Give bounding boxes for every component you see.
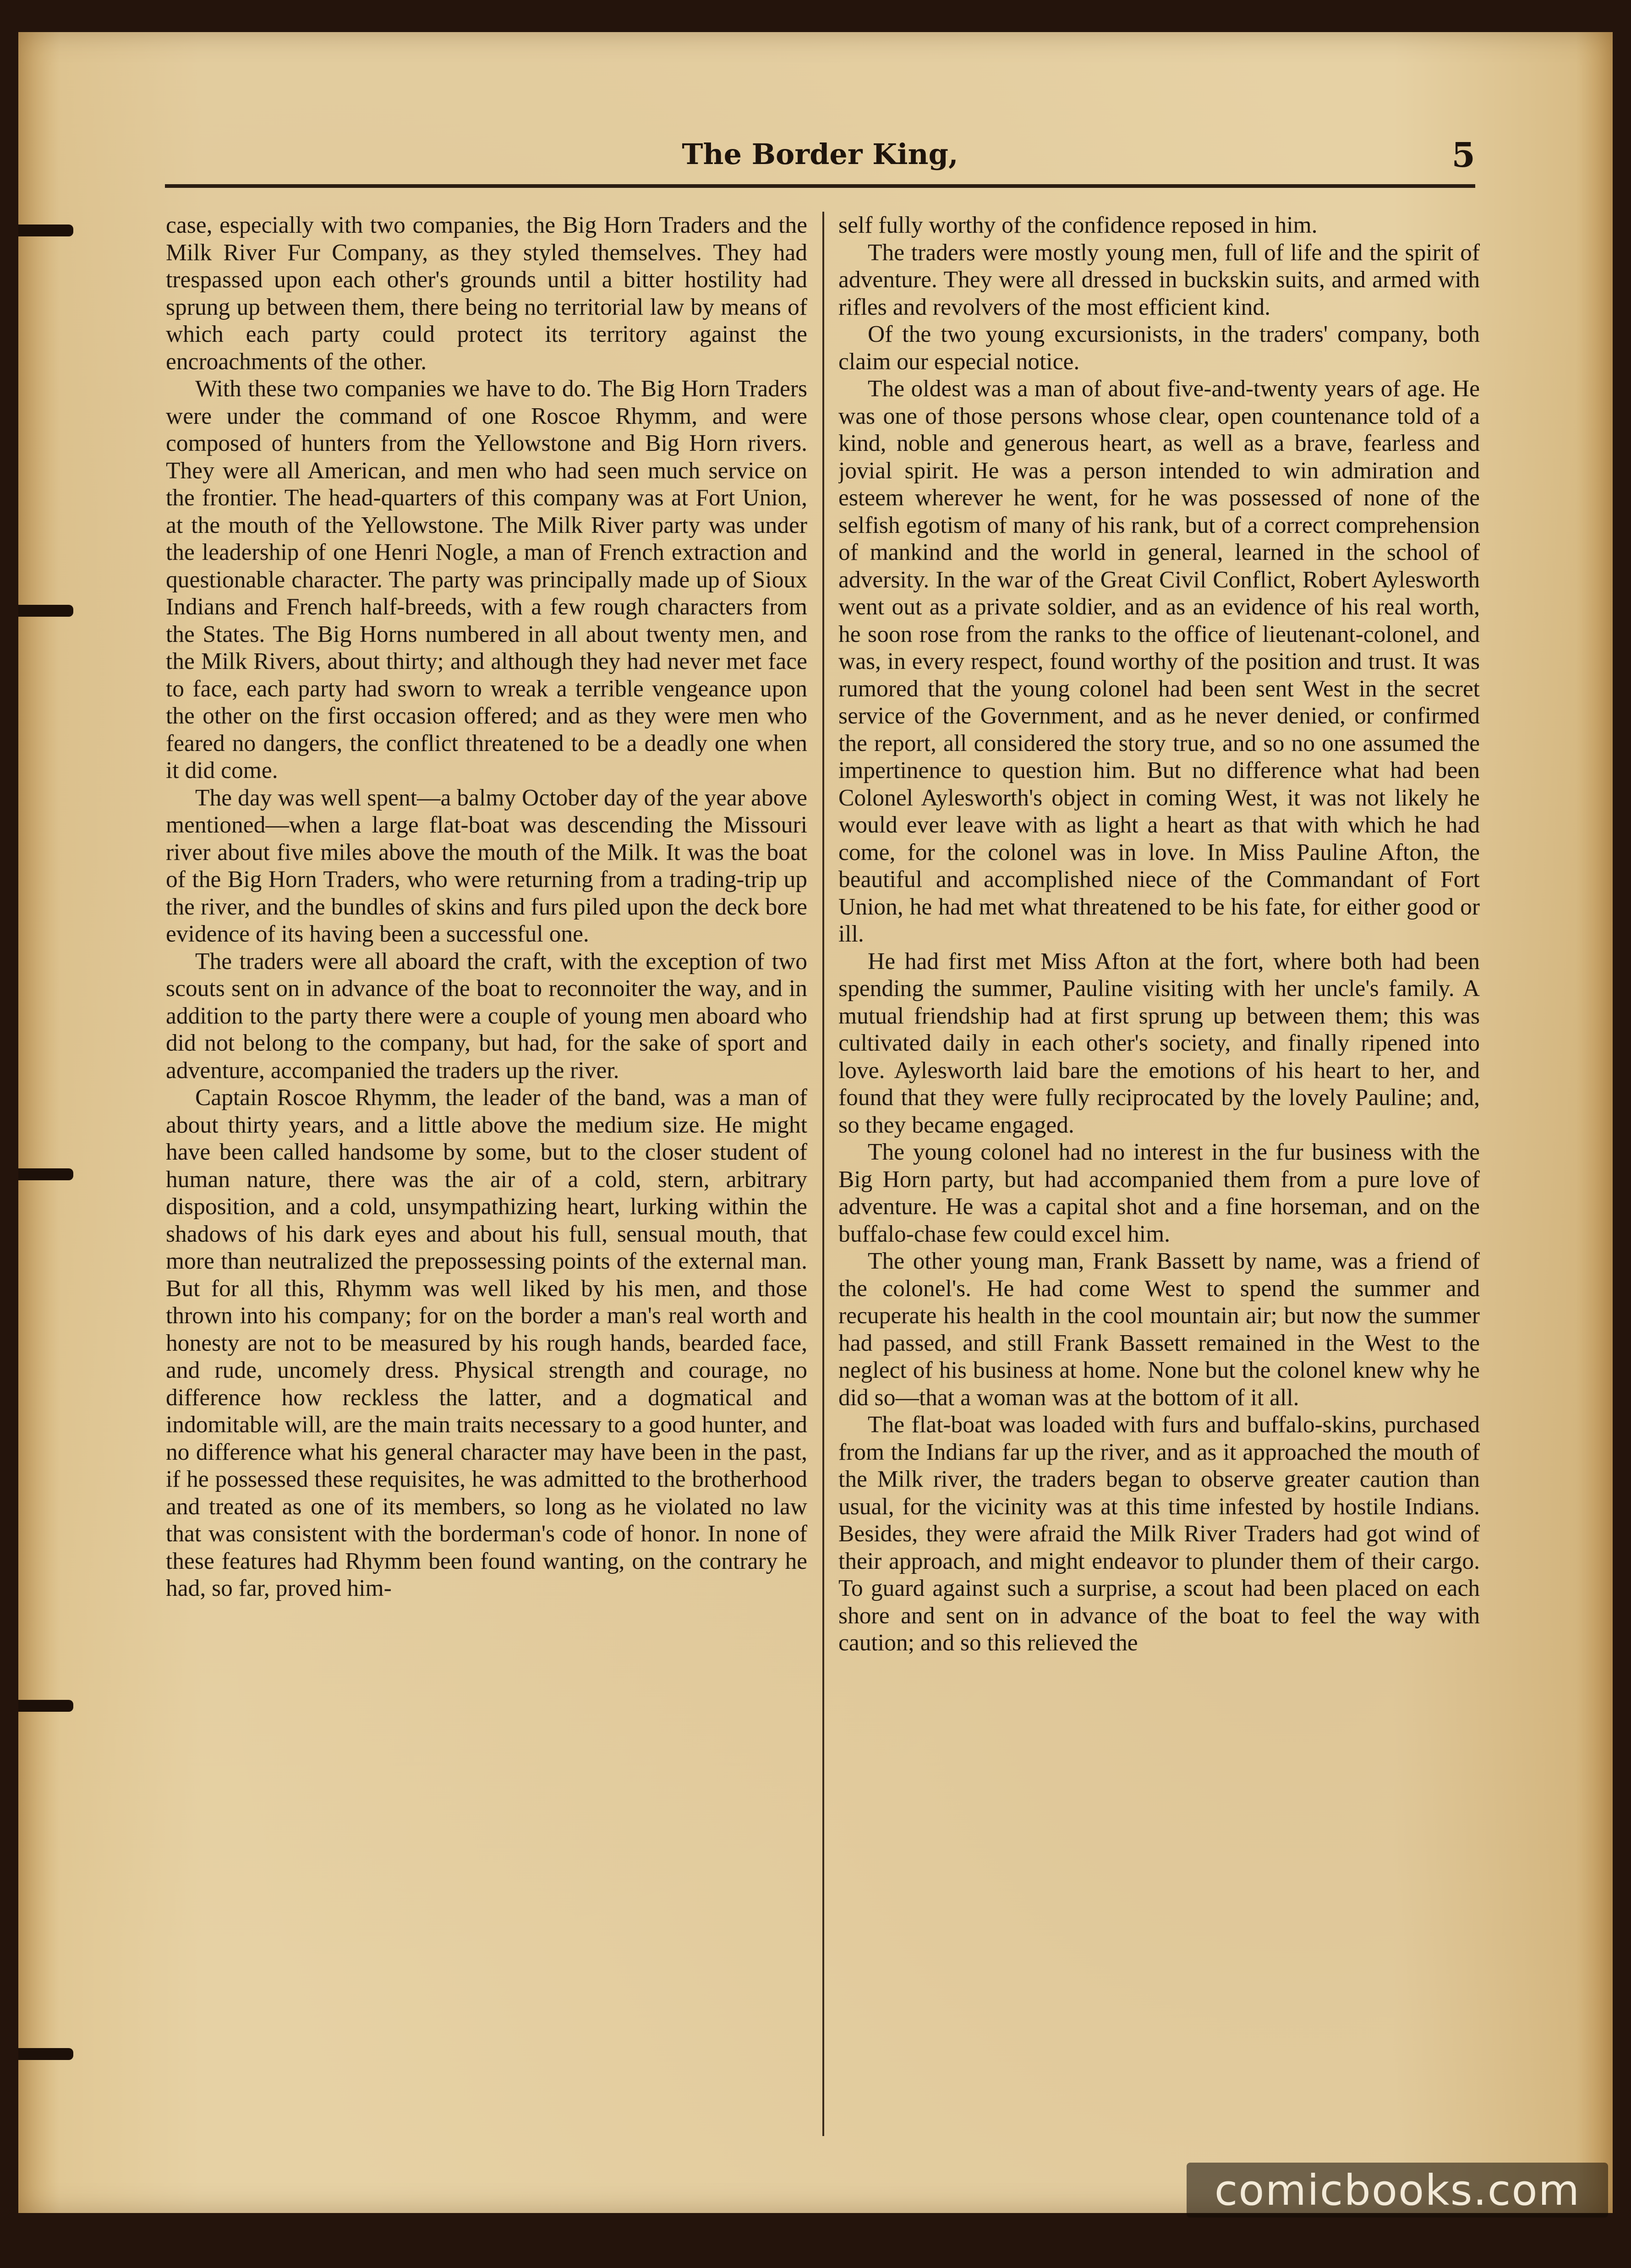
paragraph: The other young man, Frank Bassett by name, was a friend of the colonel's. He had come West to spend the summer and recuperate his health in the cool mountain air; but now the summer had passed, and still Frank Bassett remained in the West to the neglect of his business at home. None but the colonel knew why he did so—that a woman was at the bottom of it all. bbox=[838, 1248, 1480, 1411]
paragraph: The young colonel had no interest in the fur business with the Big Horn party, but had accompanied them from a pure love of adventure. He was a capital shot and a fine horseman, and on the buffalo-chase few could excel him. bbox=[838, 1139, 1480, 1247]
paragraph: The day was well spent—a balmy October day of the year above mentioned—when a large flat-boat was descending the Missouri river about five miles above the mouth of the Milk. It was the boat of the Big Horn Traders, who were returning from a trading-trip up the river, and the bundles of skins and furs piled upon the deck bore evidence of its having been a successful one. bbox=[166, 784, 807, 947]
paragraph: The oldest was a man of about five-and-twenty years of age. He was one of those persons whose clear, open countenance told of a kind, noble and generous heart, as well as a brave, fearless and jovial spirit. He was a person intended to win admiration and esteem wherever he went, for he was possessed of none of the selfish egotism of many of his rank, but of a correct comprehension of mankind and the world in general, learned in the school of adversity. In the war of the Great Civil Conflict, Robert Aylesworth went out as a private soldier, and as an evidence of his real worth, he soon rose from the ranks to the office of lieutenant-colonel, and was, in every respect, found worthy of the position and trust. It was rumored that the young colonel had been sent West in the secret service of the Government, and as he never denied, or confirmed the report, all considered the story true, and so no one assumed the impertinence to question him. But no difference what had been Colonel Aylesworth's object in coming West, it was not likely he would ever leave with as light a heart as that with which he had come, for the colonel was in love. In Miss Pauline Afton, the beautiful and accomplished niece of the Commandant of Fort Union, he had met what threatened to be his fate, for either good or ill. bbox=[838, 376, 1480, 947]
paragraph: Captain Roscoe Rhymm, the leader of the band, was a man of about thirty years, and a little above the medium size. He might have been called handsome by some, but to the closer student of human nature, there was the air of a cold, stern, arbitrary disposition, and a cold, unsympathizing heart, lurking within the shadows of his dark eyes and about his full, sensual mouth, that more than neutralized the prepossessing points of the external man. But for all this, Rhymm was well liked by his men, and those thrown into his company; for on the border a man's real worth and honesty are not to be measured by his rough hands, bearded face, and rude, uncomely dress. Physical strength and courage, no difference how reckless the latter, and a dogmatical and indomitable will, are the main traits necessary to a good hunter, and no difference what his general character may have been in the past, if he possessed these requisites, he was admitted to the brotherhood and treated as one of its members, so long as he violated no law that was consistent with the borderman's code of honor. In none of these features had Rhymm been found wanting, on the contrary he had, so far, proved him- bbox=[166, 1085, 807, 1601]
paragraph: The traders were all aboard the craft, with the exception of two scouts sent on in advance of the boat to reconnoiter the way, and in addition to the party there were a couple of young men aboard who did not belong to the company, but had, for the sake of sport and adventure, accompanied the traders up the river. bbox=[166, 948, 807, 1084]
paragraph: The traders were mostly young men, full of life and the spirit of adventure. They were all dressed in buckskin suits, and armed with rifles and revolvers of the most efficient kind. bbox=[838, 239, 1480, 320]
paragraph: He had first met Miss Afton at the fort, where both had been spending the summer, Pauline visiting with her uncle's family. A mutual friendship had at first sprung up between them; this was cultivated daily in each other's society, and finally ripened into love. Aylesworth laid bare the emotions of his heart to her, and found that they were fully reciprocated by the lovely Pauline; and, so they became engaged. bbox=[838, 948, 1480, 1138]
binding-stitch-hole bbox=[18, 2048, 73, 2060]
binding-stitch-hole bbox=[18, 605, 73, 617]
paragraph: self fully worthy of the confidence reposed in him. bbox=[838, 212, 1318, 238]
page-number: 5 bbox=[1451, 136, 1475, 175]
binding-stitch-hole bbox=[18, 225, 73, 236]
header-rule bbox=[165, 184, 1475, 188]
right-column bbox=[838, 212, 1480, 2141]
paragraph: With these two companies we have to do. The Big Horn Traders were under the command of one Roscoe Rhymm, and were composed of hunters from the Yellowstone and Big Horn rivers. They were all American, and men who had seen much service on the frontier. The head-quarters of this company was at Fort Union, at the mouth of the Yellowstone. The Milk River party was under the leadership of one Henri Nogle, a man of French extraction and questionable character. The party was principally made up of Sioux Indians and French half-breeds, with a few rough characters from the States. The Big Horns numbered in all about twenty men, and the Milk Rivers, about thirty; and although they had never met face to face, each party had sworn to wreak a terrible vengeance upon the other on the first occasion offered; and as they were men who feared no dangers, the conflict threatened to be a deadly one when it did come. bbox=[166, 376, 807, 783]
paragraph: The flat-boat was loaded with furs and buffalo-skins, purchased from the Indians far up the river, and as it approached the mouth of the Milk river, the traders began to observe greater caution than usual, for the vicinity was at this time infested by hostile Indians. Besides, they were afraid the Milk River Traders had got wind of their approach, and might endeavor to plunder them of their cargo. To guard against such a surprise, a scout had been placed on each shore and sent on in advance of the boat to feel the way with caution; and so this relieved the bbox=[838, 1412, 1480, 1656]
binding-stitch-hole bbox=[18, 1700, 73, 1712]
paragraph: Of the two young excursionists, in the traders' company, both claim our especial notice. bbox=[838, 321, 1480, 375]
running-title: The Border King, bbox=[682, 137, 958, 171]
column-divider bbox=[822, 212, 824, 2136]
page-header bbox=[165, 105, 1475, 188]
left-column bbox=[166, 212, 807, 2141]
binding-stitch-hole bbox=[18, 1168, 73, 1180]
watermark: comicbooks.com bbox=[1187, 2163, 1608, 2218]
paragraph: case, especially with two companies, the Big Horn Traders and the Milk River Fur Company, as they styled themselves. They had trespassed upon each other's grounds until a bitter hostility had sprung up between them, there being no territorial law by means of which each party could protect its territory against the encroachments of the other. bbox=[166, 212, 807, 375]
